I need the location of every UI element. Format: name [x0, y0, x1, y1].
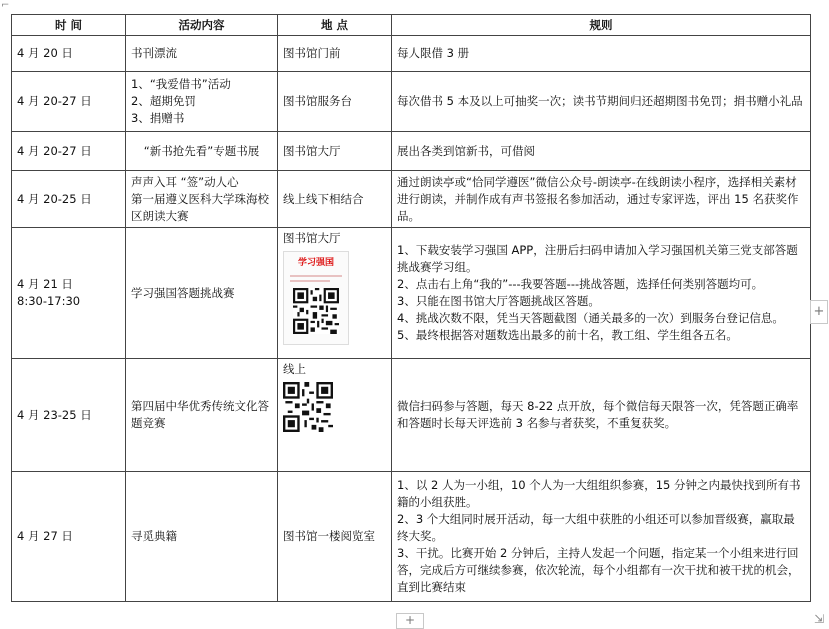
cell-location: 图书馆一楼阅览室: [278, 472, 392, 602]
qr-code-icon: [283, 382, 333, 432]
cell-rules: 展出各类到馆新书，可借阅: [392, 132, 811, 171]
cell-activity: 第四届中华优秀传统文化答题竞赛: [126, 359, 278, 472]
header-rules: 规则: [392, 15, 811, 36]
table-row: [12, 171, 811, 228]
cell-rules: 1、以 2 人为一小组，10 个人为一大组组织参赛，15 分钟之内最快找到所有书籍的小组获胜。 2、3 个大组同时展开活动，每一大组中获胜的小组还可以参加晋级赛，赢取最终大奖。 3、干扰。比赛开始 2 分钟后，主持人发起一个问题，指定某一个小组来进行回答，完成后方可继续参赛，依次轮流，每个小组都有一次干扰和被干扰的机会，直到比赛结束: [392, 472, 811, 602]
card-decoration: [290, 280, 330, 282]
activity-table: [11, 14, 811, 602]
cell-rules: 1、下载安装学习强国 APP，注册后扫码申请加入学习强国机关第三党支部答题挑战赛学习组。 2、点击右上角“我的”---我要答题---挑战答题，选择任何类别答题均可。 3、只能在图书馆大厅答题挑战区答题。 4、挑战次数不限，凭当天答题截图（通关最多的一次）到服务台登记信息。 5、最终根据答对题数选出最多的前十名，教工组、学生组各五名。: [392, 228, 811, 359]
cell-time: 4 月 20-27 日: [12, 132, 126, 171]
table-row: [12, 72, 811, 132]
app-logo: 学习强国: [297, 258, 334, 268]
add-column-button[interactable]: +: [810, 300, 828, 324]
card-decoration: [290, 275, 342, 277]
cell-time: 4 月 21 日 8:30-17:30: [12, 228, 126, 359]
cell-time: 4 月 23-25 日: [12, 359, 126, 472]
cell-location: 图书馆服务台: [278, 72, 392, 132]
qr-code-card: [283, 251, 349, 345]
header-row: [12, 15, 811, 36]
table-row: [12, 36, 811, 72]
cell-time: 4 月 20 日: [12, 36, 126, 72]
header-location: 地 点: [278, 15, 392, 36]
cell-time: 4 月 27 日: [12, 472, 126, 602]
cell-rules: 微信扫码参与答题，每天 8-22 点开放，每个微信每天限答一次，凭答题正确率和答题时长每天评选前 3 名参与者获奖，不重复获奖。: [392, 359, 811, 472]
table-anchor-icon[interactable]: ⌐: [1, 0, 10, 11]
add-row-button[interactable]: +: [396, 613, 424, 629]
cell-location: 线上: [283, 362, 306, 376]
cell-rules: 每次借书 5 本及以上可抽奖一次；读书节期间归还超期图书免罚；捐书赠小礼品: [392, 72, 811, 132]
cell-activity: 寻觅典籍: [126, 472, 278, 602]
cell-location: 图书馆大厅: [283, 231, 341, 245]
table-row: [12, 132, 811, 171]
cell-activity: 学习强国答题挑战赛: [126, 228, 278, 359]
header-activity: 活动内容: [126, 15, 278, 36]
cell-location: 图书馆大厅: [278, 132, 392, 171]
cell-location-with-qr: [278, 359, 392, 472]
cell-location-with-qr: [278, 228, 392, 359]
resize-handle-icon[interactable]: ⇲: [814, 612, 825, 626]
header-time: 时 间: [12, 15, 126, 36]
table-row: [12, 359, 811, 472]
cell-activity: “新书抢先看”专题书展: [126, 132, 278, 171]
cell-activity: 声声入耳 “签”动人心 第一届遵义医科大学珠海校区朗读大赛: [126, 171, 278, 228]
cell-rules: 每人限借 3 册: [392, 36, 811, 72]
qr-code-icon: [293, 288, 339, 334]
cell-location: 线上线下相结合: [278, 171, 392, 228]
cell-activity: 1、“我爱借书”活动 2、超期免罚 3、捐赠书: [126, 72, 278, 132]
cell-time: 4 月 20-25 日: [12, 171, 126, 228]
cell-activity: 书刊漂流: [126, 36, 278, 72]
table-row: [12, 228, 811, 359]
table-row: [12, 472, 811, 602]
cell-time: 4 月 20-27 日: [12, 72, 126, 132]
cell-rules: 通过朗读亭或“恰同学遵医”微信公众号-朗读亭-在线朗读小程序，选择相关素材进行朗读，并制作成有声书签报名参加活动，通过专家评选，评出 15 名获奖作品。: [392, 171, 811, 228]
cell-location: 图书馆门前: [278, 36, 392, 72]
